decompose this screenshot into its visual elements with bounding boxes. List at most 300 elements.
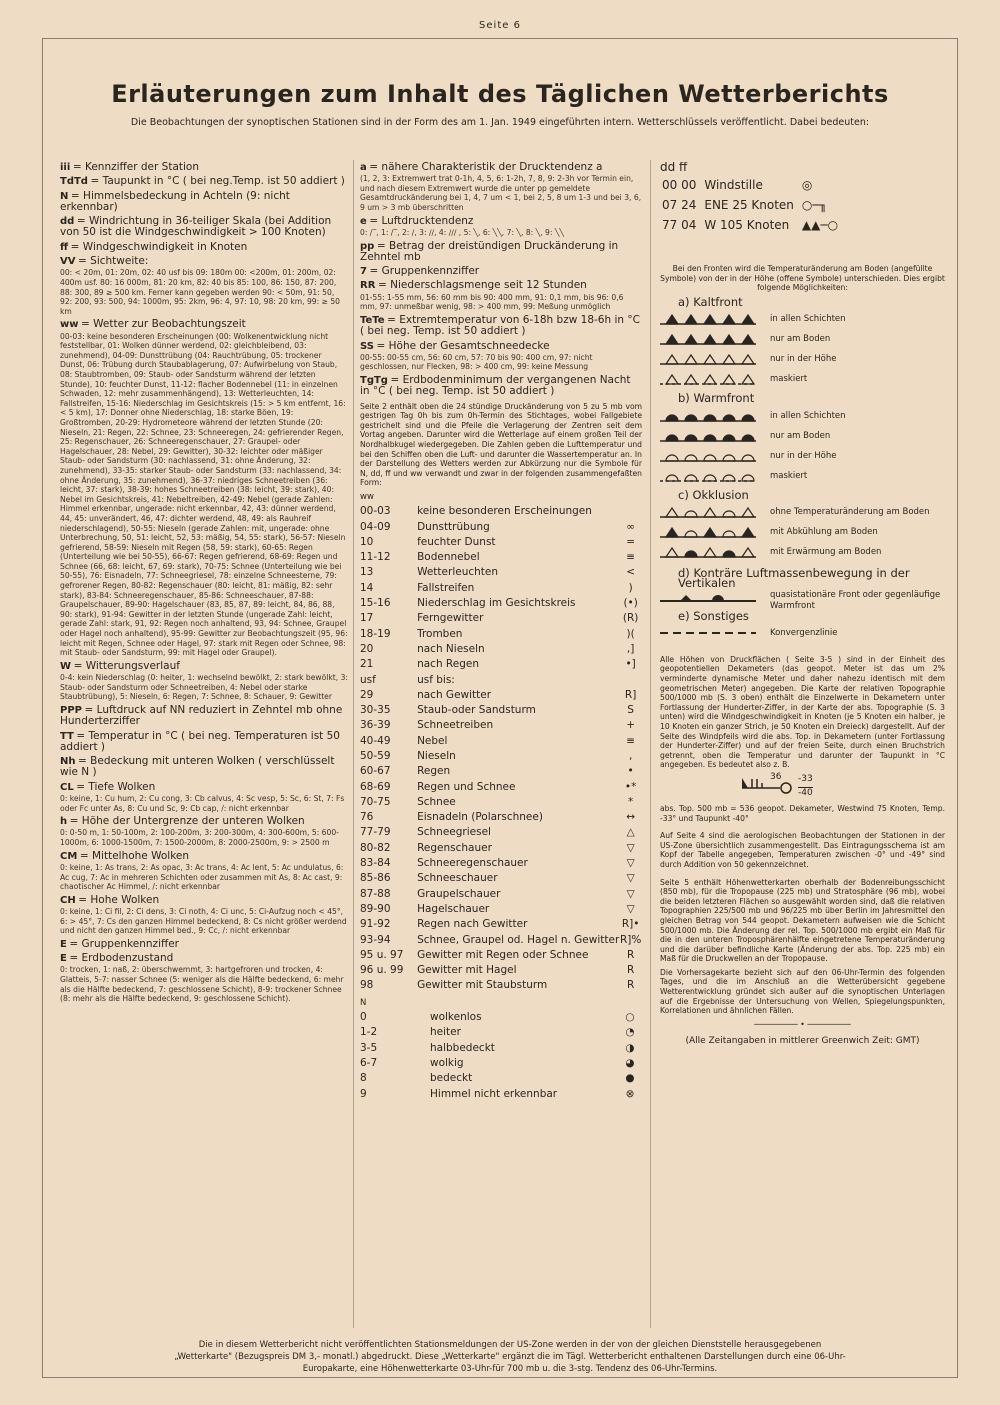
page-title: Erläuterungen zum Inhalt des Täglichen Wetterberichts [111,80,889,108]
definition-code: CM [60,850,78,862]
row-symbol: ○ [625,1011,635,1024]
ww-row [360,581,642,596]
ww-row [360,520,642,535]
occlusion-row [660,542,945,562]
ww-row [360,887,642,902]
warm-front-label: in allen Schichten [770,410,846,421]
page-subtitle: Die Beobachtungen der synoptischen Stationen sind in der Form des am 1. Jan. 1949 eingeführten intern. Wetterschlüssels veröffentlicht. Dabei bedeuten: [130,117,870,128]
cold-front-label: maskiert [770,374,808,385]
row-symbol: ● [625,1072,635,1085]
row-text: Hagelschauer [417,902,490,915]
row-code: 77 04 [662,218,697,233]
row-symbol: △ [626,826,635,839]
row-code: 87-88 [360,887,391,900]
row-symbol: S [627,704,634,717]
n-row [360,1056,642,1071]
ww-row [360,856,642,871]
row-symbol: + [626,719,636,732]
row-symbol: < [626,566,636,579]
heights-note: Alle Höhen von Druckflächen ( Seite 3-5 ) sind in der Einheit des geopotentiellen Dekameters (das geopot. Meter ist das um 2% verminderte dynamische Meter und daher nahezu identisch mit dem geometrischen Meter) angegeben. Die Karte der relativen Topographie 500/1000 mb (S. 3 oben) enthält die Einzelwerte in Dekametern unter Fortlassung der Hunderter-Ziffer, in der Karte der abs. Topographie (S. 3 unten) wird die Windgeschwindigkeit in Knoten (je 5 Knoten ein halber, je 10 Knoten ein ganzer Strich, je 50 Knoten ein Dreieck) dargestellt. Auf der Seite des Windpfeils wird die abs. Top. in Dekametern (unter Fortlassung der Hunderter-Ziffer) und auf der freien Seite, durch einen Bruchstrich getrennt, oben die Temperatur und darunter der Taupunkt in °C angegeben. Es bedeutet also z. B. [660,654,945,770]
convergence-row [660,623,945,643]
row-text: Bodennebel [417,551,480,564]
row-symbol: , [628,750,633,762]
cold-front-label: in allen Schichten [770,314,846,325]
row-code: 07 24 [662,198,697,213]
row-symbol: •* [624,780,637,793]
definition-detail: 00: < 20m, 01: 20m, 02: 40 usf bis 09: 180m 00: <200m, 01: 200m, 02: 400m usf. 80: 16 000m, 81: 20 km, 82: 40 bis 85: 100, 86: 150, 87: 200, 88: 300, 89 ≥ 500 km. Ferner kann gegeben werden 90: < 50m, 91: 50, 92: 200, 93: 500, 94: 1000m, 95: 2km, 96: 4, 97: 10, 98: 20 km, 99: ≥ 50 km [60,268,341,316]
ww-row [360,535,642,550]
row-code: 80-82 [360,841,391,854]
row-code: 96 u. 99 [360,964,404,977]
row-text: Schneegriesel [417,826,491,839]
row-text: Fallstreifen [417,581,475,594]
row-symbol: ◕ [625,1056,635,1069]
row-symbol: (•) [623,597,638,610]
ww-row [360,978,642,993]
definition-label: = Luftdrucktendenz [369,214,474,227]
row-text: Nieseln [417,750,456,762]
row-code: 85-86 [360,872,391,885]
definition-code: dd [60,216,75,228]
occlusion-label: mit Erwärmung am Boden [770,546,882,557]
fronts-intro: Bei den Fronten wird die Temperaturänderung am Boden (angefüllte Symbole) von der in der Höhe (offene Symbole) unterschieden. Dies ergibt folgende Möglichkeiten: [660,264,945,293]
row-text: nach Nieseln [417,642,485,655]
wind-row [662,196,844,214]
ww-row [360,825,642,840]
definition-label: = Windgeschwindigkeit in Knoten [70,240,248,253]
row-text: Windstille [704,178,763,193]
row-code: 20 [360,642,374,655]
ww-row [360,749,642,764]
n-row [360,1087,642,1102]
definition-code: TgTg [360,375,388,387]
definition-code: E [60,938,67,950]
row-symbol: (R) [622,612,639,625]
warm-front-row [660,446,945,466]
warm-front-row [660,466,945,486]
ww-heading: ww [360,491,374,502]
warm-front-symbol [660,409,756,423]
row-text: Schnee [417,795,456,808]
definition-entry [360,341,642,372]
example-temperature: -33 [798,773,813,784]
row-text: Gewitter mit Hagel [417,964,517,977]
other-heading: e) Sonstiges [678,608,749,623]
row-text: Nebel [417,734,448,747]
wind-row [662,216,844,234]
row-code: 11-12 [360,551,391,564]
ww-row [360,688,642,703]
row-text: Regen [417,765,451,778]
row-code: 04-09 [360,520,391,533]
definition-detail: 01-55: 1-55 mm, 56: 60 mm bis 90: 400 mm, 91: 0,1 mm, bis 96: 0,6 mm, 97: unmeßbar wenig, 98: > 400 mm, 99: Meßung unmöglich [360,292,624,312]
row-symbol: ▽ [626,857,635,870]
definition-code: ww [60,319,79,331]
seite-4-note: Auf Seite 4 sind die aerologischen Beobachtungen der Stationen in der US-Zone übersichtlich zusammengestellt. Das Eintragungsschema ist am Kopf der Tabelle angegeben, Temperaturen zwischen -0° und -49° sind durch Addition von 50 gekennzeichnet. [660,831,945,869]
row-code: 50-59 [360,750,391,762]
row-symbol: ≡ [626,734,636,747]
row-code: 29 [360,688,374,701]
definition-code: h [60,816,68,828]
definition-code: Nh [60,756,76,768]
cold-front-row [660,349,945,369]
row-code: 00 00 [662,178,697,193]
n-row [360,1071,642,1086]
definition-entry [360,241,642,264]
n-row [360,1025,642,1040]
definition-label: = Erdbodenminimum der vergangenen Nacht in °C ( bei neg. Temp. ist 50 addiert ) [360,374,631,398]
cold-front-symbol [660,332,756,346]
row-symbol: ▽ [626,902,635,915]
occlusion-symbol [660,525,756,539]
row-text: usf bis: [417,673,455,686]
definition-label: = nähere Charakteristik der Drucktendenz a [369,162,603,173]
row-text: Gewitter mit Regen oder Schnee [417,948,589,961]
ww-row [360,657,642,672]
ww-row [360,948,642,963]
row-code: 91-92 [360,918,391,931]
row-text: nach Gewitter [417,688,492,701]
row-symbol [619,504,642,519]
occlusion-label: ohne Temperaturänderung am Boden [770,506,930,517]
definition-entry [60,162,348,173]
definition-code: 7 [360,266,367,278]
contrary-motion-heading: d) Konträre Luftmassenbewegung in der Vertikalen [678,565,910,591]
cold-front-symbol [660,352,756,366]
row-code: 3-5 [360,1041,378,1054]
definition-entry [60,756,348,779]
row-code: 1-2 [360,1026,378,1039]
definition-entry [60,242,348,253]
ww-row [360,565,642,580]
definition-entry [360,315,642,338]
row-text: Himmel nicht erkennbar [430,1087,558,1100]
occlusion-symbol [660,545,756,559]
definition-entry [60,731,348,754]
ww-row [360,917,642,932]
ww-row [360,764,642,779]
row-symbol: = [626,535,636,548]
definition-label: = Kennziffer der Station [72,162,199,173]
warm-front-label: nur am Boden [770,430,831,441]
cold-front-row [660,369,945,389]
definition-detail: 00-55: 00-55 cm, 56: 60 cm, 57: 70 bis 90: 400 cm, 97: nicht geschlossen, nur Flecken, 98: > 400 cm, 99: keine Messung [360,352,593,372]
definition-detail: 0: keine, 1: As trans, 2: As opac, 3: Ac trans, 4: Ac lent, 5: Ac undulatus, 6: Ac cug, 7: Ac in mehreren Schichten oder zusammen mit As, 8: Ac cast, 9: chaotischer Ac Himmel, /: nicht erkennbar [60,862,344,892]
definition-entry [60,216,348,239]
ww-row [360,504,642,519]
row-text: feuchter Dunst [417,535,496,548]
row-text: Schneetreiben [417,719,494,732]
definition-code: VV [60,256,76,268]
definition-entry [360,266,642,277]
definition-code: SS [360,340,374,352]
definition-code: pp [360,240,375,252]
cold-front-list [660,309,945,389]
definition-code: CH [60,894,76,906]
row-code: 18-19 [360,627,391,640]
row-code: 6-7 [360,1056,378,1069]
row-text: Dunsttrübung [417,520,490,533]
definition-label: = Gruppenkennziffer [69,937,179,950]
definition-code: TT [60,730,74,742]
row-text: Niederschlag im Gesichtskreis [417,597,576,610]
row-text: Schneeschauer [417,872,498,885]
row-symbol: * [628,795,634,808]
ww-row [360,611,642,626]
row-text: ENE 25 Knoten [704,198,794,213]
definition-label: = Luftdruck auf NN reduziert in Zehntel mb ohne Hunderterziffer [60,703,343,728]
row-symbol [619,673,642,688]
warm-front-label: nur in der Höhe [770,450,837,461]
definition-label: = Bedeckung mit unteren Wolken ( verschlüsselt wie N ) [60,755,335,779]
pressure-definitions [360,162,642,398]
definition-entry [60,939,348,950]
row-text: Eisnadeln (Polarschnee) [417,811,543,824]
row-text: Wetterleuchten [417,566,499,579]
ww-row [360,642,642,657]
ww-row [360,933,642,948]
row-symbol: ▽ [626,887,635,900]
row-code: 17 [360,612,374,625]
definition-entry [360,216,642,238]
wind-row [662,176,844,194]
page-number: Seite 6 [479,20,521,31]
column-middle [360,162,642,1327]
row-code: 98 [360,979,374,992]
definition-label: = Wetter zur Beobachtungszeit [81,318,246,331]
definition-code: a [360,162,367,173]
definition-detail: 0-4: kein Niederschlag (0: heiter, 1: wechselnd bewölkt, 2: stark bewölkt, 3: Staub- oder Sandsturm oder Schneetreiben, 4: Nebel oder starke Staubtrübung), 5: Nieseln, 6: Regen, 7: Schnee, 8: Schauer, 9: Gewitter [60,673,348,702]
row-text: Regenschauer [417,841,492,854]
row-text: wolkig [430,1056,464,1069]
row-code: 14 [360,581,374,594]
definition-detail: 0: 0-50 m, 1: 50-100m, 2: 100-200m, 3: 200-300m, 4: 300-600m, 5: 600-1000m, 6: 1000-1500m, 7: 1500-2000m, 8: 2000-2500m, 9: > 2500 m [60,828,339,848]
row-symbol: R] [624,688,637,701]
ww-row [360,902,642,917]
row-symbol: ∞ [626,520,635,533]
row-symbol: R]% [619,933,642,946]
row-code: 30-35 [360,704,391,717]
row-text: wolkenlos [430,1011,482,1024]
row-symbol: • [627,765,634,778]
row-text: heiter [430,1026,461,1039]
row-code: 68-69 [360,780,391,793]
row-text: Tromben [417,627,463,640]
wind-table [660,174,846,236]
row-code: 40-49 [360,734,391,747]
definition-code: TeTe [360,314,385,326]
seite-2-note: Seite 2 enthält oben die 24 stündige Druckänderung von 5 zu 5 mb vom gestrigen Tag 0h bis zum 0h-Termin des Stichtages, wobei Fallgebiete gestrichelt sind und die Pfeile die Verlagerung der Zentren seit dem Vortag angeben. Darunter wird die Wetterlage auf einem großen Teil der Nordhalbkugel wiedergegeben. Die Zahlen geben die Lufttemperatur und bei den Schiffen oben die Luft- und darunter die Wassertemperatur an. In der Darstellung des Wetters werden zur Abkürzung nur die Symbole für N, dd, ff und ww verwandt und zwar in der folgenden zusammengefaßten Form: [360,401,642,488]
row-code: 13 [360,566,374,579]
warm-front-list [660,406,945,486]
row-code: 36-39 [360,719,391,732]
row-symbol: R [626,964,635,977]
row-symbol: ▲▲─○ [801,218,839,233]
cold-front-row [660,309,945,329]
footer-note: Die in diesem Wetterbericht nicht veröffentlichten Stationsmeldungen der US-Zone werden in der von der gleichen Dienststelle herausgegebenen „Wetterkarte" (Bezugspreis DM 3,- monatl.) abgedruckt. Diese „Wetterkarte" ergänzt die im Tägl. Wetterbericht enthaltenen Darstellungen durch eine 06-Uhr-Europakarte, eine Höhenwetterkarte 03-Uhr-für 700 mb u. die 3-stg. Tendenz des 06-Uhr-Termins. [174,1340,846,1374]
row-symbol: ◎ [801,178,813,193]
definition-detail: 0: keine, 1: Cu hum, 2: Cu cong, 3: Cb calvus, 4: Sc vesp, 5: Sc, 6: St, 7: Fs oder Fc unter As, 8: Cu und Sc, 9: Cb cap, /: nicht erkennbar [60,793,345,813]
row-symbol: R [626,948,635,961]
row-text: Regen nach Gewitter [417,918,528,931]
ww-row [360,596,642,611]
row-code: usf [360,673,376,686]
n-row [360,1041,642,1056]
ww-row [360,550,642,565]
time-zone-note: (Alle Zeitangaben in mittlerer Greenwich Zeit: GMT) [685,1036,920,1047]
stationary-front-row [660,591,945,611]
warm-front-symbol [660,449,756,463]
n-row [360,1010,642,1025]
occlusion-symbol [660,505,756,519]
definition-label: = Gruppenkennziffer [369,265,480,278]
forecast-note: Die Vorhersagekarte bezieht sich auf den 06-Uhr-Termin des folgenden Tages, und die im Anschluß an die Wetterübersicht gegebene Wetterentwicklung gründet sich außer auf die synoptischen Unterlagen auf die Ergebnisse der Untersuchung von Wellen, Spiegelungspunkten, Korrelationen und ähnlichen Fällen. [660,967,945,1016]
row-code: 70-75 [360,795,391,808]
definition-entry [360,280,642,311]
definition-label: = Taupunkt in °C ( bei neg.Temp. ist 50 addiert ) [90,175,345,188]
cold-front-label: nur am Boden [770,334,831,345]
column-divider [650,160,651,1328]
definition-entry [60,661,348,702]
column-divider [353,160,354,1328]
occlusion-heading: c) Okklusion [678,487,749,502]
row-code: 83-84 [360,857,391,870]
definition-label: = Höhe der Gesamtschneedecke [376,339,550,352]
definition-code: PPP [60,704,82,716]
row-code: 0 [360,1011,367,1024]
definition-label: = Sichtweite: [78,255,149,268]
definition-entry [60,953,348,1004]
definition-code: E [60,953,67,965]
occlusion-row [660,522,945,542]
definition-entry [60,256,348,316]
definition-label: = Tiefe Wolken [76,780,156,793]
definition-entry [60,816,348,847]
stationary-front-symbol [660,594,756,608]
definition-code: N [60,190,69,202]
ww-row [360,841,642,856]
definition-entry [360,162,642,213]
ww-row [360,718,642,733]
row-symbol: •] [625,658,636,671]
cloud-cover-table [360,1010,642,1102]
convergence-label: Konvergenzlinie [770,627,838,638]
row-code: 10 [360,535,374,548]
definition-detail: (1, 2, 3: Extremwert trat 0-1h, 4, 5, 6: 1-2h, 7, 8, 9: 2-3h vor Termin ein, und nach diesem Extremwert wurde die unter pp gemeldete Gesamtdruckänderung bei 1, 4, 7 um < 1, bei 2, 5, 8 um 1-3 und bei 3, 6, 9 um > 3 mb überschritten [360,174,642,213]
row-code: 76 [360,811,374,824]
divider-ornament: ───────── • ───────── [754,1019,851,1029]
definition-entry [60,319,348,657]
row-text: bedeckt [430,1072,473,1085]
row-code: 21 [360,658,374,671]
ww-row [360,810,642,825]
definition-label: = Niederschlagsmenge seit 12 Stunden [377,279,587,292]
occlusion-list [660,502,945,562]
ww-row [360,871,642,886]
cold-front-heading: a) Kaltfront [678,295,743,310]
cold-front-label: nur in der Höhe [770,354,837,365]
row-symbol: ↔ [626,811,636,824]
warm-front-symbol [660,469,756,483]
definition-code: W [60,660,72,672]
definition-entry [60,895,348,936]
stationary-front-label: quasistationäre Front oder gegenläufige Warmfront [770,590,941,611]
row-symbol: ◔ [625,1026,635,1039]
definition-code: ff [60,241,69,253]
definition-label: = Höhe der Untergrenze der unteren Wolken [69,815,305,828]
definition-entry [60,705,348,728]
row-symbol: ,] [626,642,635,655]
definition-label: = Extremtemperatur von 6-18h bzw 18-6h in °C ( bei neg. Temp. ist 50 addiert ) [360,313,640,338]
warm-front-row [660,426,945,446]
row-code: 8 [360,1072,367,1085]
definition-detail: 0: trocken, 1: naß, 2: überschwemmt, 3: hartgefroren und trocken, 4: Glatteis, 5-7: nasser Schnee (5: weniger als die Hälfte bedeckend, 6: mehr als die Hälfte bedeckend, 7: geschlossene Schicht), 8-9: trockener Schnee (8: mehr als die Hälfte bedeckend, 9: geschlossene Schicht). [60,965,344,1004]
definition-detail: 0: ∕‾, 1: ∕‾, 2: ∕, 3: ∕∕, 4: ∕∕∕ , 5: ╲, 6: ╲╲, 7: ╲, 8: ╲, 9: ╲╲ [360,227,564,237]
ww-row [360,963,642,978]
row-text: Staub-oder Sandsturm [417,704,536,717]
warm-front-row [660,406,945,426]
row-text: Regen und Schnee [417,780,516,793]
row-code: 93-94 [360,933,391,946]
warm-front-heading: b) Warmfront [678,391,755,406]
definition-label: = Betrag der dreistündigen Druckänderung in Zehntel mb [360,239,619,263]
definition-entry [60,782,348,813]
row-text: Schneeregenschauer [417,857,528,870]
column-right [660,162,945,1327]
row-symbol: ○─╖ [801,198,827,213]
ww-row [360,673,642,688]
definition-label: = Hohe Wolken [78,893,160,906]
row-symbol: )( [626,627,635,640]
definition-label: = Mittelhohe Wolken [79,849,190,862]
definition-entry [360,375,642,398]
row-code: 89-90 [360,902,391,915]
example-explanation: abs. Top. 500 mb = 536 geopot. Dekameter, Westwind 75 Knoten, Temp. -33° und Taupunkt -40° [660,803,945,823]
definition-code: e [360,215,367,227]
definition-label: = Witterungsverlauf [73,659,180,672]
row-symbol: ⊗ [625,1087,635,1100]
row-text: halbbedeckt [430,1041,495,1054]
row-code: 60-67 [360,765,391,778]
n-heading: N [360,997,367,1008]
seite-5-note: Seite 5 enthält Höhenwetterkarten oberhalb der Bodenreibungsschicht (850 mb), für die Tropopause (225 mb) und Stratosphäre (96 mb), wobei die beiden letzteren Flächen so ausgewählt worden sind, daß die relativen Topographien 225/500 mb und 96/225 mb über Berlin im Jahresmittel den gleichen Betrag von 544 geopot. Dekametern aufweisen wie die Schicht 500/1000 mb. Die Änderung der rel. Top. 500/1000 mb ergibt ein Maß für die in den unteren Troposphärenhälfte eingetretene Temperaturänderung und die darüber befindliche Karte (Änderung der abs. Top. 225 mb) ein Maß für die Druckwellen an der Tropopause. [660,877,945,964]
row-symbol: ) [628,581,633,594]
ww-row [360,627,642,642]
cold-front-symbol [660,312,756,326]
row-text: W 105 Knoten [704,218,790,233]
wind-example [740,771,945,800]
definition-entry [60,176,348,187]
definition-label: = Windrichtung in 36-teiliger Skala (bei Addition von 50 ist die Windgeschwindigkeit > 100 Knoten) [60,215,332,239]
row-symbol: ≡ [626,551,636,564]
row-symbol: ▽ [626,872,635,885]
definition-code: iii [60,162,71,173]
definition-detail: 0: keine, 1: Ci fil, 2: Ci dens, 3: Ci noth, 4: Ci unc, 5: Ci-Aufzug noch < 45°, 6: > 45°, 7: Cs den ganzen Himmel bedeckend, 8: Cs nicht größer werdend und nicht den ganzen Himmel bed., 9: Cc, /: nicht erkennbar [60,907,347,936]
definition-detail: 00-03: keine besonderen Erscheinungen (00: Wolkenentwicklung nicht feststellbar, 01: Wolken dünner werdend, 02: gleichbleibend, 03: zunehmend), 04-09: Dunsttrübung (04: Rauchtrübung, 05: trockener Dunst, 06: Trübung durch Staubablagerung, 07: Aufwirbelung von Staub, 08: Staubtromben, 09: Staub- oder Sandsturm während der letzten Stunde), 10: feuchter Dunst, 11-12: flacher Bodennebel (11: in einzelnen Schwaden, 12: mehr zusammenhängend), 13: Wetterleuchten, 14: Fallstreifen, 15-16: Niederschlag im Gesichtskreis (15: > 5 km entfernt, 16: < 5 km), 17: Donner ohne Niederschlag, 18: starke Böen, 19: Großtromben, 20-29: Hydrometeore während der letzten Stunde (20: Nieseln, 21: Regen, 22: Schnee, 23: Schneeregen, 24: gefrierender Regen, 25: Regenschauer, 26: Schneeregenschauer, 27: Graupel- oder Hagelschauer, 28: Nebel, 29: Gewitter), 30-32: leichter oder mäßiger Staub- oder Sandsturm (30: nachlassend, 31: ohne Änderung, 32: zunehmend), 33-35: starker Staub- oder Sandsturm (33: nachlassend, 34: ohne Änderung, 35: zunehmend), 36-37: niedriges Schneetreiben (36: leicht, 37: stark), 38-39: hohes Schneetreiben (38: leicht, 39: stark), 40: Nebel im Gesichtskreis, 41: Nebeltreiben, 42-49: Nebel (gerade Zahlen: Himmel erkennbar, ungerade: nicht erkennbar, 42, 43: dünner werdend, 44, 45: unverändert, 46, 47: dichter werdend, 48, 49: als Rauhreif niederschlagend), 50-55: Nieseln (gerade Zahlen: mit, ungerade: ohne Unterbrechung, 50, 51: leicht, 52, 53: mäßig, 54, 55: stark), 56-57: Nieseln gefrierend, 58-59: Nieseln mit Regen (58, 59: stark), 60-65: Regen (Unterteilung wie bei 50-55), 66-67: Regen gefrierend, 68-69: Regen und Schnee (66, 68: leicht, 67, 69: stark), 70-75: Schnee (Unterteilung wie bei 50-55), 76: Eisnadeln, 77: Schneegriesel, 78: einzelne Schneesterne, 79: gefrorener Regen, 80-82: Regenschauer (80: leicht, 81: mäßig, 82: sehr stark), 83-84: Schneeregenschauer, 85-86: Schneeschauer, 87-88: Graupelschauer, 89-90: Hagelschauer (83, 85, 87, 89: leicht, 84, 86, 88, 90: stark), 91-94: Gewitter in der letzten Stunde (ungerade Zahl: leicht, gerade Zahl: stark, 91, 92: Regen noch anhaltend, 93, 94: Schnee, Graupel oder Hagel noch anhaltend), 95-99: Gewitter zur Beobachtungszeit (95, 96: leicht mit Regen, Schnee oder Hagel, 97: stark mit Regen oder Schnee, 98: mit Staub- oder Sandsturm, 99: mit Hagel oder Graupel). [60,331,348,658]
row-symbol: R]• [621,918,640,931]
warm-front-symbol [660,429,756,443]
definition-entry [60,851,348,892]
definition-label: = Himmelsbedeckung in Achteln (9: nicht erkennbar) [60,189,290,213]
row-code: 15-16 [360,597,391,610]
ww-symbol-table [360,504,642,994]
ww-row [360,703,642,718]
cold-front-row [660,329,945,349]
row-symbol: R [626,979,635,992]
example-dewpoint: -40 [798,787,813,798]
definition-code: RR [360,280,376,292]
row-text: nach Regen [417,658,479,671]
